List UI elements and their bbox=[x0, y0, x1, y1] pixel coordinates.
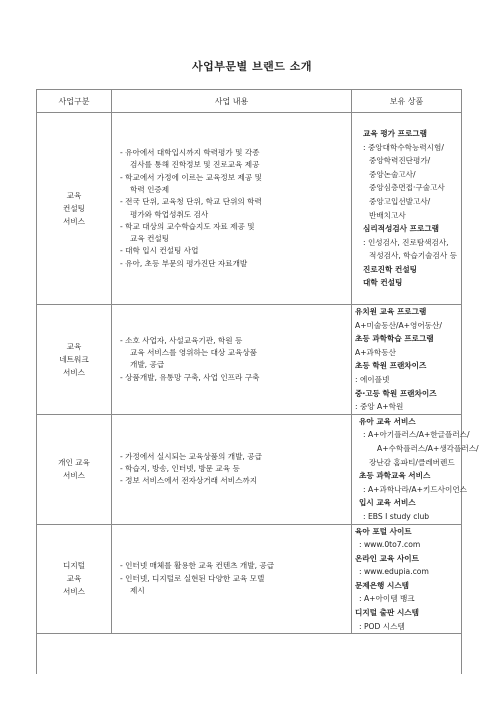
description-line: 제시 bbox=[130, 586, 145, 596]
product-line: 반배치고사 bbox=[369, 210, 406, 220]
product-heading: 유치원 교육 프로그램 bbox=[355, 307, 427, 316]
category-cell bbox=[37, 113, 112, 305]
product-line: 중앙학력진단평가/ bbox=[369, 156, 431, 166]
description-cell bbox=[112, 414, 352, 524]
category-label: 컨설팅 bbox=[62, 204, 85, 213]
product-heading: 유아 교육 서비스 bbox=[359, 416, 416, 426]
category-cell bbox=[37, 305, 112, 415]
description-line: - 학교에서 가정에 이르는 교육정보 제공 및 bbox=[120, 172, 262, 182]
product-line: A+과학동산 bbox=[355, 347, 396, 357]
product-line: 장난감 홈파티/클레버렌드 bbox=[369, 457, 455, 467]
description-line: - 상품개발, 유통망 구축, 사업 인프라 구축 bbox=[120, 372, 260, 382]
page-title: 사업부문별 브랜드 소개 bbox=[192, 60, 312, 73]
product-heading: 문제은행 시스템 bbox=[355, 580, 409, 590]
product-line: A+미술동산/A+영어동산/ bbox=[355, 320, 442, 330]
products-cell bbox=[352, 113, 462, 305]
product-line: : www.edupia.com bbox=[359, 567, 429, 577]
product-line: : A+아기플러스/A+한글플러스/ bbox=[363, 430, 470, 440]
description-line: - 유아, 초등 부문의 평가진단 자료개발 bbox=[120, 258, 248, 268]
product-line: : 인성검사, 진로탐색검사, bbox=[363, 237, 449, 247]
description-line: 교육 서비스를 영위하는 대상 교육상품 bbox=[130, 348, 258, 358]
category-label: 교육 bbox=[66, 574, 82, 584]
table-row bbox=[37, 524, 462, 634]
description-line: - 전국 단위, 교육청 단위, 학교 단위의 학력 bbox=[120, 197, 262, 207]
product-heading: 초등 과학학습 프로그램 bbox=[355, 334, 434, 344]
description-line: 검사를 통해 진학정보 및 진로교육 제공 bbox=[130, 160, 260, 170]
product-line: 적성검사, 학습기술검사 등 bbox=[369, 251, 457, 261]
business-table bbox=[36, 89, 479, 674]
product-heading: 디지털 출판 시스템 bbox=[355, 608, 419, 618]
table-header-row bbox=[37, 90, 462, 113]
product-line: 중앙고입선발고사/ bbox=[369, 196, 431, 206]
product-heading: 중·고등 학원 프랜차이즈 bbox=[355, 388, 437, 398]
description-line: - 유아에서 대학입시까지 학력평가 및 각종 bbox=[120, 148, 260, 158]
description-line: - 대학 입시 컨설팅 사업 bbox=[120, 246, 199, 256]
product-line: : www.0to7.com bbox=[359, 540, 421, 550]
product-heading: 초등 과학교육 서비스 bbox=[359, 471, 431, 481]
product-heading: 교육 평가 프로그램 bbox=[363, 128, 427, 138]
products-cell bbox=[352, 414, 479, 524]
header-products: 보유 상품 bbox=[352, 90, 462, 113]
description-cell bbox=[112, 524, 352, 634]
table-row bbox=[37, 305, 462, 415]
product-line: 중앙심층면접·구술고사 bbox=[369, 183, 445, 193]
product-line: : A+아이템 뱅크 bbox=[359, 594, 415, 604]
category-cell bbox=[37, 524, 112, 634]
products-cell bbox=[352, 524, 462, 634]
product-line: : EBS I study club bbox=[363, 511, 430, 521]
description-cell bbox=[112, 113, 352, 305]
category-label: 교육 bbox=[66, 341, 82, 351]
product-line: : POD 시스템 bbox=[359, 621, 405, 631]
category-label: 서비스 bbox=[62, 217, 85, 226]
category-label: 교육 bbox=[66, 191, 82, 200]
description-line: - 소호 사업자, 사설교육기관, 학원 등 bbox=[120, 335, 243, 345]
product-heading: 진로진학 컨설팅 bbox=[363, 264, 417, 274]
description-line: 교육 컨설팅 bbox=[130, 234, 170, 244]
description-line: - 가정에서 실시되는 교육상품의 개발, 공급 bbox=[120, 451, 262, 461]
description-line: 학력 인증제 bbox=[130, 184, 170, 194]
product-heading: 입시 교육 서비스 bbox=[359, 498, 416, 508]
description-cell bbox=[112, 305, 352, 415]
category-label: 서비스 bbox=[62, 471, 85, 481]
product-heading: 심리적성검사 프로그램 bbox=[363, 224, 439, 234]
product-line: : A+과학나라/A+키드사이언스 bbox=[363, 484, 468, 494]
table-row bbox=[37, 113, 462, 305]
category-label: 네트워크 bbox=[59, 354, 89, 364]
product-line: : 에이플넷 bbox=[355, 374, 390, 384]
product-heading: 대학 컨설팅 bbox=[363, 278, 403, 288]
table-continuation bbox=[37, 634, 462, 675]
product-heading: 육아 포털 사이트 bbox=[355, 526, 412, 536]
description-line: - 학교 대상의 교수학습지도 자료 제공 및 bbox=[120, 221, 255, 231]
description-line: - 학습지, 방송, 인터넷, 방문 교육 등 bbox=[120, 463, 240, 473]
product-line: : 중앙 A+학원 bbox=[355, 402, 404, 412]
category-label: 개인 교육 bbox=[58, 458, 90, 468]
product-heading: 초등 학원 프랜차이즈 bbox=[355, 361, 427, 371]
table-row bbox=[37, 414, 462, 524]
category-label: 서비스 bbox=[62, 587, 85, 597]
product-line: 중앙논술고사/ bbox=[369, 169, 416, 179]
header-category: 사업구분 bbox=[37, 90, 112, 113]
category-label: 서비스 bbox=[62, 367, 85, 377]
product-line: : 중앙대학수학능력시험/ bbox=[363, 142, 444, 152]
product-line: A+수학플러스/A+생각플러스/ bbox=[377, 443, 479, 453]
description-line: 평가와 학업성취도 검사 bbox=[130, 209, 209, 219]
description-line: 개발, 공급 bbox=[130, 360, 165, 370]
category-label: 디지털 bbox=[62, 561, 85, 571]
description-line: - 인터넷 매체를 활용한 교육 컨텐츠 개발, 공급 bbox=[120, 561, 275, 571]
category-cell bbox=[37, 414, 112, 524]
description-line: - 인터넷, 디지털로 실현된 다양한 교육 모델 bbox=[120, 573, 265, 583]
product-heading: 온라인 교육 사이트 bbox=[355, 553, 419, 563]
description-line: - 정보 서비스에서 전자상거래 서비스까지 bbox=[120, 476, 258, 486]
products-cell bbox=[352, 305, 462, 415]
header-description: 사업 내용 bbox=[112, 90, 352, 113]
